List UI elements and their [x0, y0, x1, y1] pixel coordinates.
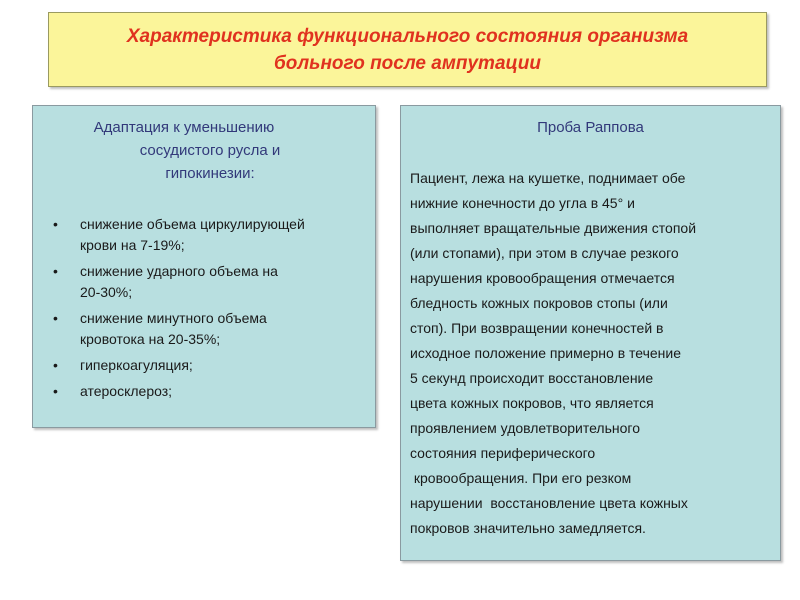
title-box	[48, 12, 767, 87]
adaptation-list	[53, 214, 305, 407]
body-line: состояния периферического	[410, 445, 596, 461]
list-item-line: снижение минутного объема	[80, 310, 267, 326]
body-line: нарушении восстановление цвета кожных	[410, 495, 688, 511]
adaptation-panel	[32, 105, 376, 428]
list-item-line: снижение ударного объема на	[80, 263, 278, 279]
adaptation-heading-line-1: Адаптация к уменьшению	[93, 119, 275, 136]
title-line-1: Характеристика функционального состояния организма	[126, 25, 689, 47]
bullet-glyph: •	[53, 383, 58, 399]
body-line: нарушения кровообращения отмечается	[410, 270, 675, 286]
body-line: Пациент, лежа на кушетке, поднимает обе	[410, 170, 686, 186]
bullet-glyph: •	[53, 216, 58, 232]
list-item-line: гиперкоагуляция;	[80, 357, 193, 373]
list-item-line: снижение объема циркулирующей	[80, 216, 305, 232]
body-line: (или стопами), при этом в случае резкого	[410, 245, 679, 261]
list-item	[53, 261, 305, 303]
adaptation-heading	[33, 116, 375, 185]
body-line: бледность кожных покровов стопы (или	[410, 295, 668, 311]
bullet-glyph: •	[53, 357, 58, 373]
rapp-test-panel	[400, 105, 781, 561]
body-line: нижние конечности до угла в 45° и	[410, 195, 635, 211]
body-line: стоп). При возвращении конечностей в	[410, 320, 664, 336]
body-line: кровообращения. При его резком	[410, 470, 632, 486]
bullet-glyph: •	[53, 263, 58, 279]
body-line: 5 секунд происходит восстановление	[410, 370, 654, 386]
list-item	[53, 214, 305, 256]
body-line: выполняет вращательные движения стопой	[410, 220, 697, 236]
list-item-line: атеросклероз;	[80, 383, 173, 399]
list-item	[53, 381, 305, 402]
adaptation-heading-line-2: сосудистого русла и	[139, 142, 281, 159]
rapp-test-body	[410, 166, 696, 541]
list-item	[53, 355, 305, 376]
bullet-glyph: •	[53, 310, 58, 326]
adaptation-heading-line-3: гипокинезии:	[165, 165, 255, 182]
list-item	[53, 308, 305, 350]
body-line: исходное положение примерно в течение	[410, 345, 682, 361]
body-line: покровов значительно замедляется.	[410, 520, 646, 536]
list-item-line: 20-30%;	[80, 284, 133, 300]
body-line: цвета кожных покровов, что является	[410, 395, 654, 411]
title-line-2: больного после ампутации	[273, 52, 542, 74]
list-item-line: крови на 7-19%;	[80, 237, 185, 253]
body-line: проявлением удовлетворительного	[410, 420, 640, 436]
list-item-line: кровотока на 20-35%;	[80, 331, 221, 347]
rapp-test-heading: Проба Раппова	[537, 119, 644, 136]
